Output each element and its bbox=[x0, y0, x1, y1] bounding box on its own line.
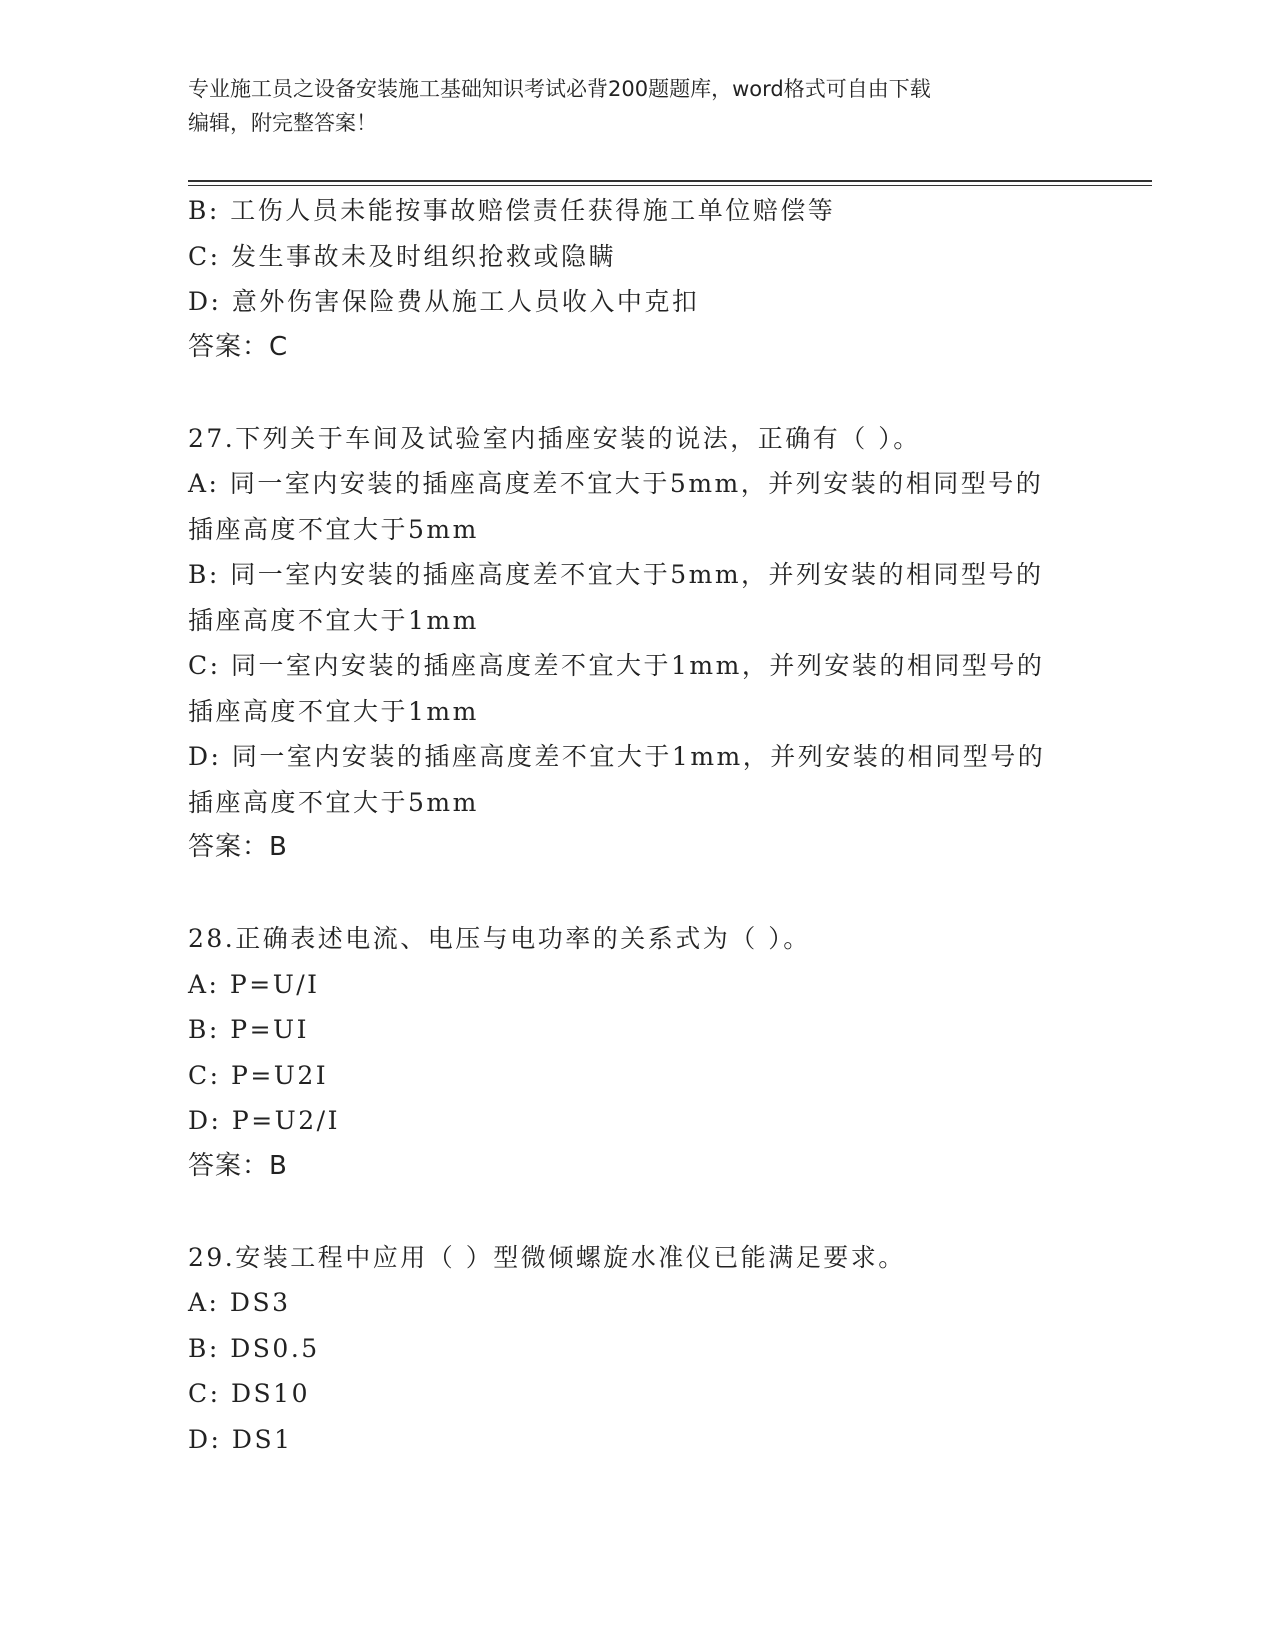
option-d-continued: 插座高度不宜大于5mm bbox=[188, 787, 479, 817]
answer: 答案：B bbox=[188, 832, 288, 862]
option-b: B: P=UI bbox=[188, 1015, 309, 1044]
option-c: C: 同一室内安装的插座高度差不宜大于1mm，并列安装的相同型号的 bbox=[188, 651, 1045, 680]
document-header bbox=[188, 72, 1088, 140]
option-a: A: 同一室内安装的插座高度差不宜大于5mm，并列安装的相同型号的 bbox=[188, 469, 1044, 498]
header-title-line-2: 编辑，附完整答案！ bbox=[188, 111, 377, 135]
question-stem: 29.安装工程中应用（ ）型微倾螺旋水准仪已能满足要求。 bbox=[188, 1242, 906, 1272]
question-26-continued bbox=[188, 188, 1088, 370]
option-d: D: P=U2/I bbox=[188, 1106, 340, 1135]
option-b-continued: 插座高度不宜大于1mm bbox=[188, 605, 479, 635]
option-c: C: 发生事故未及时组织抢救或隐瞒 bbox=[188, 241, 616, 271]
option-d: D: 意外伤害保险费从施工人员收入中克扣 bbox=[188, 287, 700, 316]
option-b: B: 同一室内安装的插座高度差不宜大于5mm，并列安装的相同型号的 bbox=[188, 560, 1044, 589]
spacer bbox=[188, 1189, 1088, 1235]
spacer bbox=[188, 871, 1088, 917]
question-stem: 27.下列关于车间及试验室内插座安装的说法，正确有（ ）。 bbox=[188, 423, 921, 453]
question-27 bbox=[188, 416, 1088, 871]
question-28 bbox=[188, 916, 1088, 1189]
option-c: C: DS10 bbox=[188, 1379, 310, 1408]
header-rule-thick bbox=[188, 180, 1152, 182]
header-rule-thin bbox=[188, 185, 1152, 186]
spacer bbox=[188, 370, 1088, 416]
question-29 bbox=[188, 1235, 1088, 1463]
option-b: B: DS0.5 bbox=[188, 1333, 320, 1363]
header-title-line-1: 专业施工员之设备安装施工基础知识考试必背200题题库，word格式可自由下载 bbox=[188, 77, 931, 101]
option-a: A: P=U/I bbox=[188, 969, 320, 999]
option-b: B: 工伤人员未能按事故赔偿责任获得施工单位赔偿等 bbox=[188, 196, 836, 225]
option-c-continued: 插座高度不宜大于1mm bbox=[188, 696, 479, 726]
answer: 答案：C bbox=[188, 331, 289, 362]
question-list bbox=[188, 188, 1088, 1462]
question-stem: 28.正确表述电流、电压与电功率的关系式为（ ）。 bbox=[188, 924, 811, 953]
option-d: D: DS1 bbox=[188, 1424, 293, 1454]
option-a: A: DS3 bbox=[188, 1288, 291, 1317]
option-c: C: P=U2I bbox=[188, 1060, 329, 1090]
option-a-continued: 插座高度不宜大于5mm bbox=[188, 514, 479, 544]
answer: 答案：B bbox=[188, 1150, 288, 1181]
option-d: D: 同一室内安装的插座高度差不宜大于1mm，并列安装的相同型号的 bbox=[188, 742, 1046, 771]
